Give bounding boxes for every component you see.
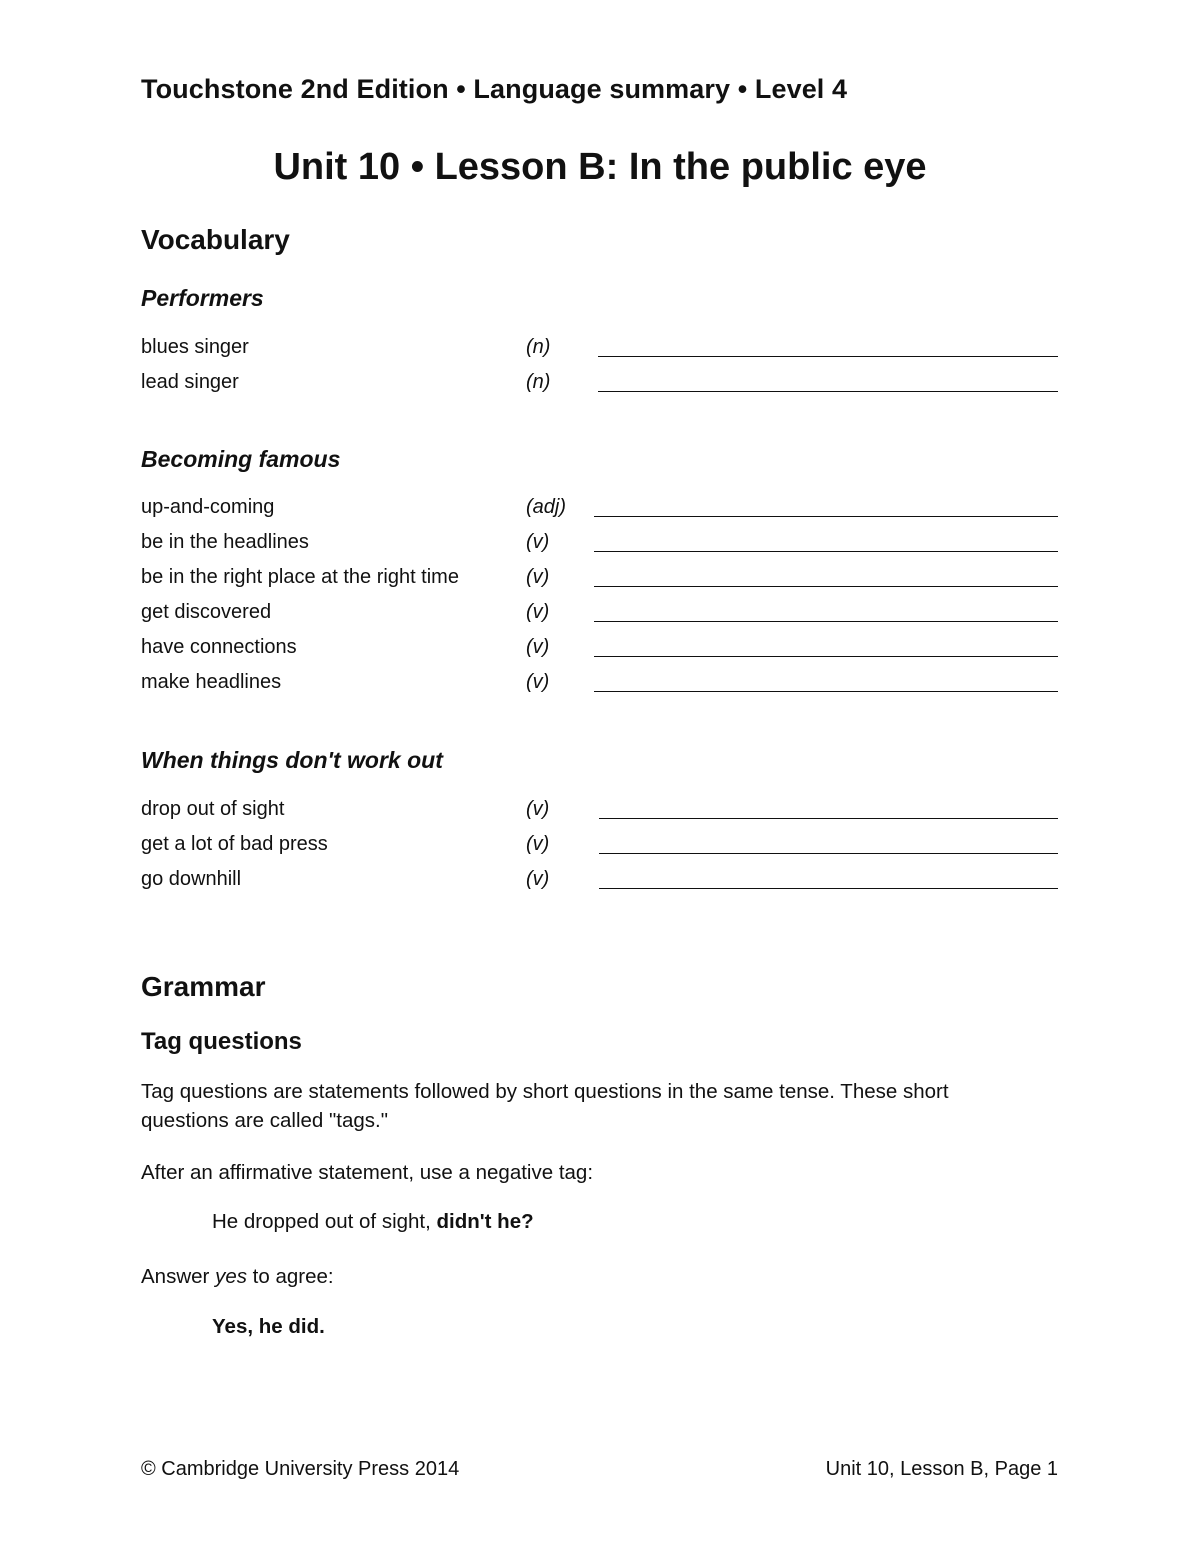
vocab-list-when-things-dont-work-out xyxy=(0,798,1200,903)
footer-page-number: Unit 10, Lesson B, Page 1 xyxy=(825,1458,1058,1480)
vocab-term: be in the right place at the right time xyxy=(141,566,459,588)
answer-line[interactable] xyxy=(594,691,1058,692)
answer-line[interactable] xyxy=(594,586,1058,587)
vocab-term: make headlines xyxy=(141,671,282,693)
vocab-row xyxy=(0,531,1200,566)
vocab-term: blues singer xyxy=(141,336,249,358)
vocab-term: lead singer xyxy=(141,371,239,393)
vocab-row xyxy=(0,566,1200,601)
example-answer xyxy=(212,1315,325,1339)
vocab-part-of-speech: (adj) xyxy=(526,496,567,518)
answer-line[interactable] xyxy=(594,621,1058,622)
answer-line[interactable] xyxy=(599,818,1058,819)
vocab-term: have connections xyxy=(141,636,297,658)
example-statement: He dropped out of sight, xyxy=(212,1210,437,1233)
vocab-list-performers xyxy=(0,336,1200,406)
section-title-becoming-famous: Becoming famous xyxy=(141,446,341,472)
grammar-intro: Tag questions are statements followed by short questions in the same tense. These short questions are called "tags." xyxy=(141,1080,949,1132)
vocab-term: get a lot of bad press xyxy=(141,833,328,855)
series-title: Touchstone 2nd Edition • Language summary • Level 4 xyxy=(141,74,848,104)
vocab-row xyxy=(0,496,1200,531)
vocab-term: drop out of sight xyxy=(141,798,285,820)
vocab-row xyxy=(0,868,1200,903)
vocab-row xyxy=(0,636,1200,671)
vocab-part-of-speech: (v) xyxy=(526,531,550,553)
answer-line[interactable] xyxy=(599,853,1058,854)
answer-line[interactable] xyxy=(594,516,1058,517)
answer-prefix: Answer xyxy=(141,1265,216,1288)
grammar-subheading: Tag questions xyxy=(141,1028,302,1055)
answer-keyword: yes xyxy=(215,1265,247,1288)
answer-line[interactable] xyxy=(599,888,1058,889)
section-title-when-things-dont-work-out: When things don't work out xyxy=(141,747,443,773)
vocab-row xyxy=(0,671,1200,706)
vocab-term: go downhill xyxy=(141,868,242,890)
vocab-row xyxy=(0,371,1200,406)
example-answer-text: Yes, he did. xyxy=(212,1315,325,1338)
vocab-row xyxy=(0,833,1200,868)
vocab-part-of-speech: (v) xyxy=(526,868,550,890)
vocab-term: get discovered xyxy=(141,601,272,623)
vocab-part-of-speech: (n) xyxy=(526,336,551,358)
page-title: Unit 10 • Lesson B: In the public eye xyxy=(273,146,927,188)
example-tag: didn't he? xyxy=(436,1210,534,1233)
answer-instruction xyxy=(141,1262,1041,1291)
vocab-row xyxy=(0,336,1200,371)
vocab-part-of-speech: (v) xyxy=(526,833,550,855)
vocab-part-of-speech: (n) xyxy=(526,371,551,393)
vocab-row xyxy=(0,601,1200,636)
vocab-part-of-speech: (v) xyxy=(526,566,550,588)
vocab-part-of-speech: (v) xyxy=(526,671,550,693)
vocabulary-heading: Vocabulary xyxy=(141,224,290,255)
footer-copyright: © Cambridge University Press 2014 xyxy=(141,1458,460,1480)
answer-line[interactable] xyxy=(594,551,1058,552)
example-sentence xyxy=(212,1210,534,1234)
section-title-performers: Performers xyxy=(141,285,264,311)
answer-line[interactable] xyxy=(598,356,1058,357)
answer-line[interactable] xyxy=(594,656,1058,657)
vocab-row xyxy=(0,798,1200,833)
vocab-term: be in the headlines xyxy=(141,531,309,553)
answer-suffix: to agree: xyxy=(246,1265,334,1288)
answer-line[interactable] xyxy=(598,391,1058,392)
vocab-part-of-speech: (v) xyxy=(526,798,550,820)
vocab-term: up-and-coming xyxy=(141,496,275,518)
vocab-part-of-speech: (v) xyxy=(526,636,550,658)
vocab-part-of-speech: (v) xyxy=(526,601,550,623)
grammar-heading: Grammar xyxy=(141,971,266,1002)
grammar-rule: After an affirmative statement, use a negative tag: xyxy=(141,1161,594,1184)
vocab-list-becoming-famous xyxy=(0,496,1200,706)
